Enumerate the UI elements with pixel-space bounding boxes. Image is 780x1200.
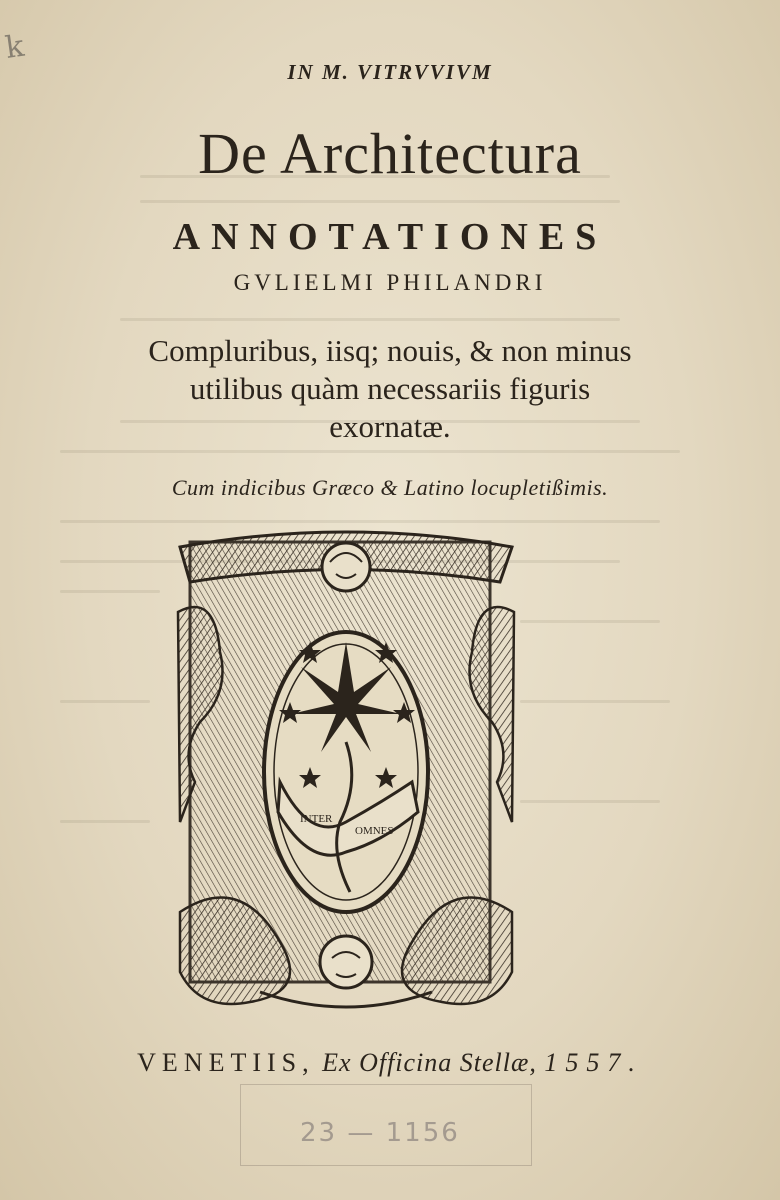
imprint-year: 1557. bbox=[544, 1048, 643, 1077]
title-main: De Architectura bbox=[198, 121, 582, 186]
margin-mark: k bbox=[3, 28, 27, 66]
description-line: exornatæ. bbox=[329, 409, 451, 444]
title-sub: ANNOTATIONES bbox=[172, 216, 608, 258]
imprint bbox=[0, 1048, 780, 1078]
motto-right: OMNES bbox=[355, 825, 394, 837]
imprint-printer: Ex Officina Stellæ, bbox=[322, 1048, 537, 1077]
description-line: utilibus quàm necessariis figuris bbox=[189, 371, 591, 406]
stamp-text: 23 — 1156 bbox=[300, 1118, 460, 1148]
imprint-place: VENETIIS, bbox=[137, 1048, 315, 1077]
head-line: IN M. VITRVVIVM bbox=[287, 60, 493, 84]
description bbox=[0, 332, 780, 446]
description-line: Compluribus, iisq; nouis, & non minus bbox=[148, 333, 632, 368]
indices-line: Cum indicibus Græco & Latino locupletißimis. bbox=[171, 475, 609, 500]
motto-left: INTER bbox=[300, 813, 333, 825]
printers-device-woodcut bbox=[160, 522, 532, 1022]
author: GVLIELMI PHILANDRI bbox=[233, 270, 547, 295]
